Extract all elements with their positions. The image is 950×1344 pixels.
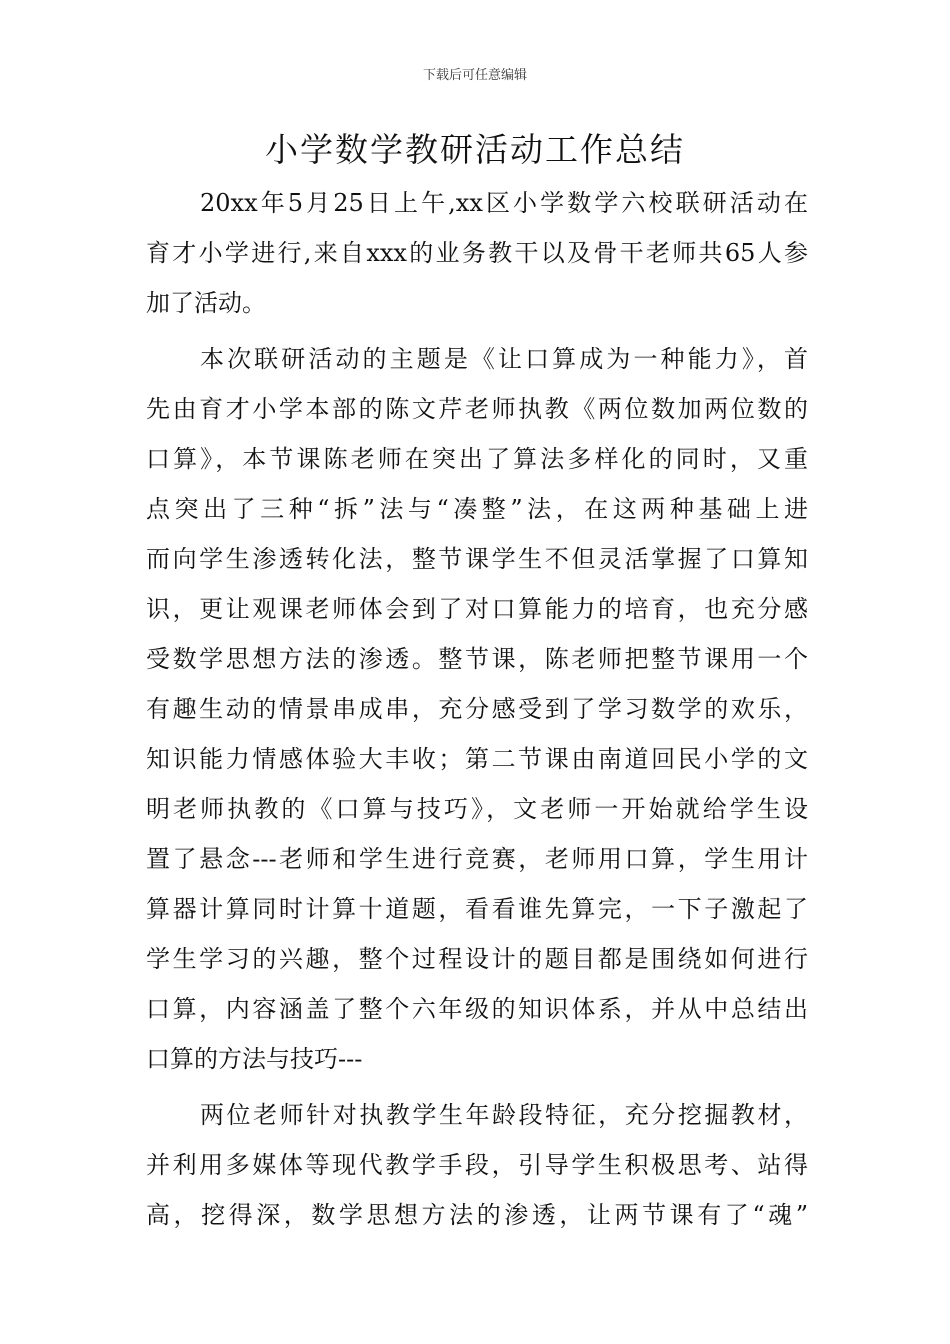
paragraph-1 (146, 178, 808, 328)
paragraph-2 (146, 334, 808, 1084)
page-header-note: 下载后可任意编辑 (422, 68, 527, 83)
text-line: 识，更让观课老师体会到了对口算能力的培育，也充分感 (146, 595, 808, 623)
text-line: 明老师执教的《口算与技巧》，文老师一开始就给学生设 (146, 795, 808, 823)
text-line: 并利用多媒体等现代教学手段，引导学生积极思考、站得 (146, 1151, 808, 1179)
text-line: 口算，内容涵盖了整个六年级的知识体系，并从中总结出 (146, 995, 808, 1023)
text-line: 口算的方法与技巧--- (146, 1045, 363, 1073)
text-line: 育才小学进行,来自xxx的业务教干以及骨干老师共65人参 (146, 239, 808, 267)
text-line: 置了悬念---老师和学生进行竞赛，老师用口算，学生用计 (146, 845, 808, 873)
text-line: 高，挖得深，数学思想方法的渗透，让两节课有了“魂” (146, 1201, 808, 1229)
text-line: 口算》，本节课陈老师在突出了算法多样化的同时，又重 (146, 445, 808, 473)
text-line: 本次联研活动的主题是《让口算成为一种能力》，首 (200, 345, 808, 373)
document-body (146, 178, 808, 1240)
text-line: 知识能力情感体验大丰收；第二节课由南道回民小学的文 (146, 745, 808, 773)
text-line: 而向学生渗透转化法，整节课学生不但灵活掌握了口算知 (146, 545, 808, 573)
text-line: 受数学思想方法的渗透。整节课，陈老师把整节课用一个 (146, 645, 808, 673)
text-line: 点突出了三种“拆”法与“凑整”法，在这两种基础上进 (146, 495, 808, 523)
text-line: 两位老师针对执教学生年龄段特征，充分挖掘教材， (200, 1101, 808, 1129)
text-line: 加了活动。 (146, 289, 266, 317)
document-title: 小学数学教研活动工作总结 (265, 130, 685, 169)
text-line: 有趣生动的情景串成串，充分感受到了学习数学的欢乐， (146, 695, 808, 723)
text-line: 学生学习的兴趣，整个过程设计的题目都是围绕如何进行 (146, 945, 808, 973)
text-line: 先由育才小学本部的陈文芹老师执教《两位数加两位数的 (146, 395, 808, 423)
paragraph-3 (146, 1090, 808, 1240)
text-line: 算器计算同时计算十道题，看看谁先算完，一下子激起了 (146, 895, 808, 923)
text-line: 20xx年5月25日上午,xx区小学数学六校联研活动在 (200, 189, 808, 217)
